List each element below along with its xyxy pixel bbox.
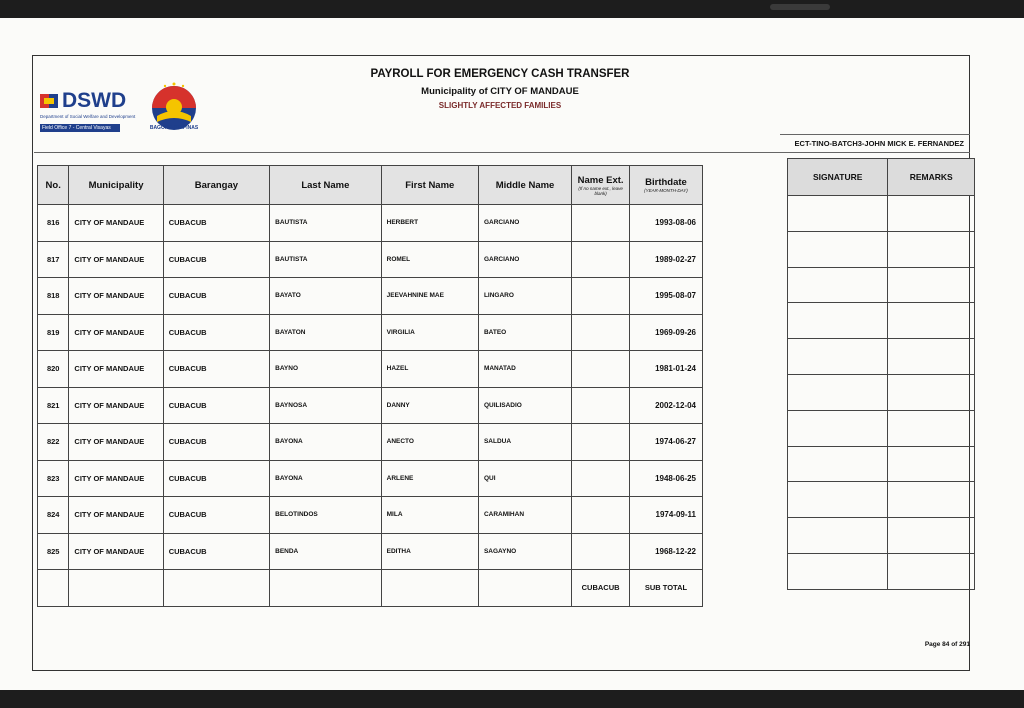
remarks-cell bbox=[888, 482, 975, 518]
table-row bbox=[38, 387, 703, 424]
viewer-handle[interactable] bbox=[770, 4, 830, 10]
signature-table bbox=[787, 158, 975, 590]
signature-row bbox=[788, 196, 975, 232]
cell-barangay: CUBACUB bbox=[163, 387, 269, 424]
municipality-heading: Municipality of CITY OF MANDAUE bbox=[421, 86, 579, 97]
cell-last-name: BAYATO bbox=[270, 278, 382, 315]
cell-first-name: MILA bbox=[381, 497, 478, 534]
signature-row bbox=[788, 231, 975, 267]
cell-empty bbox=[163, 570, 269, 607]
cell-middle-name: BATEO bbox=[478, 314, 571, 351]
cell-middle-name: SAGAYNO bbox=[478, 533, 571, 570]
cell-first-name: JEEVAHNINE MAE bbox=[381, 278, 478, 315]
remarks-cell bbox=[888, 196, 975, 232]
cell-no: 825 bbox=[38, 533, 69, 570]
table-row bbox=[38, 314, 703, 351]
table-row bbox=[38, 278, 703, 315]
cell-first-name: VIRGILIA bbox=[381, 314, 478, 351]
cell-no: 821 bbox=[38, 387, 69, 424]
cell-last-name: BELOTINDOS bbox=[270, 497, 382, 534]
payroll-table bbox=[37, 165, 703, 607]
dswd-emblem-icon bbox=[40, 92, 58, 110]
col-header-municipality: Municipality bbox=[69, 166, 163, 205]
cell-municipality: CITY OF MANDAUE bbox=[69, 424, 163, 461]
cell-barangay: CUBACUB bbox=[163, 533, 269, 570]
remarks-cell bbox=[888, 410, 975, 446]
cell-middle-name: QUILISADIO bbox=[478, 387, 571, 424]
table-row bbox=[38, 497, 703, 534]
cell-empty bbox=[381, 570, 478, 607]
cell-barangay: CUBACUB bbox=[163, 205, 269, 242]
col-header-signature: SIGNATURE bbox=[788, 159, 888, 196]
table-row bbox=[38, 351, 703, 388]
cell-first-name: HERBERT bbox=[381, 205, 478, 242]
remarks-cell bbox=[888, 518, 975, 554]
cell-no: 817 bbox=[38, 241, 69, 278]
signature-cell bbox=[788, 231, 888, 267]
cell-name-ext bbox=[572, 387, 630, 424]
cell-last-name: BAUTISTA bbox=[270, 205, 382, 242]
dswd-field-office: Field Office 7 - Central Visayas bbox=[40, 124, 120, 132]
signature-cell bbox=[788, 267, 888, 303]
subtotal-barangay: CUBACUB bbox=[572, 570, 630, 607]
cell-middle-name: CARAMIHAN bbox=[478, 497, 571, 534]
col-header-barangay: Barangay bbox=[163, 166, 269, 205]
viewer-bottom-bar bbox=[0, 690, 1024, 708]
cell-first-name: HAZEL bbox=[381, 351, 478, 388]
page-number: Page 84 of 291 bbox=[924, 641, 970, 648]
remarks-cell bbox=[888, 339, 975, 375]
cell-last-name: BENDA bbox=[270, 533, 382, 570]
cell-barangay: CUBACUB bbox=[163, 351, 269, 388]
cell-barangay: CUBACUB bbox=[163, 460, 269, 497]
cell-municipality: CITY OF MANDAUE bbox=[69, 460, 163, 497]
cell-birthdate: 2002-12-04 bbox=[629, 387, 702, 424]
cell-birthdate: 1974-06-27 bbox=[629, 424, 702, 461]
signature-row bbox=[788, 303, 975, 339]
cell-middle-name: LINGARO bbox=[478, 278, 571, 315]
table-row bbox=[38, 424, 703, 461]
bagong-pilipinas-label: BAGONG PILIPINAS bbox=[149, 125, 199, 131]
cell-birthdate: 1968-12-22 bbox=[629, 533, 702, 570]
name-ext-note: (If no name ext., leave blank) bbox=[578, 185, 623, 196]
signature-row bbox=[788, 339, 975, 375]
signature-row bbox=[788, 446, 975, 482]
cell-name-ext bbox=[572, 314, 630, 351]
cell-name-ext bbox=[572, 533, 630, 570]
remarks-cell bbox=[888, 553, 975, 589]
cell-municipality: CITY OF MANDAUE bbox=[69, 533, 163, 570]
col-header-remarks: REMARKS bbox=[888, 159, 975, 196]
remarks-cell bbox=[888, 303, 975, 339]
cell-barangay: CUBACUB bbox=[163, 314, 269, 351]
cell-empty bbox=[69, 570, 163, 607]
cell-middle-name: MANATAD bbox=[478, 351, 571, 388]
cell-birthdate: 1948-06-25 bbox=[629, 460, 702, 497]
cell-last-name: BAUTISTA bbox=[270, 241, 382, 278]
cell-last-name: BAYNO bbox=[270, 351, 382, 388]
cell-no: 820 bbox=[38, 351, 69, 388]
cell-no: 818 bbox=[38, 278, 69, 315]
remarks-cell bbox=[888, 267, 975, 303]
cell-birthdate: 1995-08-07 bbox=[629, 278, 702, 315]
signature-cell bbox=[788, 196, 888, 232]
cell-name-ext bbox=[572, 351, 630, 388]
cell-middle-name: GARCIANO bbox=[478, 241, 571, 278]
signature-cell bbox=[788, 553, 888, 589]
cell-middle-name: SALDUA bbox=[478, 424, 571, 461]
cell-middle-name: QUI bbox=[478, 460, 571, 497]
cell-first-name: ARLENE bbox=[381, 460, 478, 497]
category-subtitle: SLIGHTLY AFFECTED FAMILIES bbox=[438, 101, 562, 110]
cell-first-name: DANNY bbox=[381, 387, 478, 424]
cell-municipality: CITY OF MANDAUE bbox=[69, 278, 163, 315]
remarks-cell bbox=[888, 374, 975, 410]
signature-cell bbox=[788, 374, 888, 410]
table-row bbox=[38, 205, 703, 242]
subtotal-row bbox=[38, 570, 703, 607]
cell-barangay: CUBACUB bbox=[163, 241, 269, 278]
cell-no: 823 bbox=[38, 460, 69, 497]
cell-name-ext bbox=[572, 424, 630, 461]
cell-no: 816 bbox=[38, 205, 69, 242]
cell-municipality: CITY OF MANDAUE bbox=[69, 497, 163, 534]
cell-last-name: BAYONA bbox=[270, 424, 382, 461]
cell-first-name: ROMEL bbox=[381, 241, 478, 278]
cell-first-name: ANECTO bbox=[381, 424, 478, 461]
signature-row bbox=[788, 553, 975, 589]
cell-municipality: CITY OF MANDAUE bbox=[69, 314, 163, 351]
signature-cell bbox=[788, 410, 888, 446]
dswd-wordmark: DSWD bbox=[62, 89, 127, 112]
signature-cell bbox=[788, 303, 888, 339]
divider bbox=[780, 134, 970, 135]
cell-birthdate: 1974-09-11 bbox=[629, 497, 702, 534]
table-row bbox=[38, 460, 703, 497]
remarks-cell bbox=[888, 231, 975, 267]
col-header-middle-name: Middle Name bbox=[478, 166, 571, 205]
cell-municipality: CITY OF MANDAUE bbox=[69, 387, 163, 424]
signature-cell bbox=[788, 482, 888, 518]
cell-barangay: CUBACUB bbox=[163, 497, 269, 534]
name-ext-label: Name Ext. bbox=[577, 174, 624, 186]
cell-barangay: CUBACUB bbox=[163, 424, 269, 461]
cell-municipality: CITY OF MANDAUE bbox=[69, 205, 163, 242]
cell-barangay: CUBACUB bbox=[163, 278, 269, 315]
signature-row bbox=[788, 518, 975, 554]
cell-last-name: BAYONA bbox=[270, 460, 382, 497]
cell-last-name: BAYATON bbox=[270, 314, 382, 351]
col-header-last-name: Last Name bbox=[270, 166, 382, 205]
cell-no: 819 bbox=[38, 314, 69, 351]
cell-no: 824 bbox=[38, 497, 69, 534]
birthdate-label: Birthdate bbox=[645, 177, 687, 188]
subtotal-label: SUB TOTAL bbox=[629, 570, 702, 607]
cell-name-ext bbox=[572, 241, 630, 278]
col-header-no: No. bbox=[38, 166, 69, 205]
cell-birthdate: 1981-01-24 bbox=[629, 351, 702, 388]
table-row bbox=[38, 533, 703, 570]
signature-cell bbox=[788, 518, 888, 554]
cell-name-ext bbox=[572, 278, 630, 315]
remarks-cell bbox=[888, 446, 975, 482]
cell-municipality: CITY OF MANDAUE bbox=[69, 241, 163, 278]
cell-birthdate: 1989-02-27 bbox=[629, 241, 702, 278]
cell-birthdate: 1993-08-06 bbox=[629, 205, 702, 242]
cell-empty bbox=[478, 570, 571, 607]
signature-row bbox=[788, 267, 975, 303]
signature-cell bbox=[788, 339, 888, 375]
cell-birthdate: 1969-09-26 bbox=[629, 314, 702, 351]
signature-row bbox=[788, 482, 975, 518]
signature-cell bbox=[788, 446, 888, 482]
cell-municipality: CITY OF MANDAUE bbox=[69, 351, 163, 388]
cell-last-name: BAYNOSA bbox=[270, 387, 382, 424]
signature-row bbox=[788, 410, 975, 446]
cell-middle-name: GARCIANO bbox=[478, 205, 571, 242]
signature-row bbox=[788, 374, 975, 410]
divider bbox=[34, 152, 970, 153]
viewer-top-bar bbox=[0, 0, 1024, 18]
col-header-first-name: First Name bbox=[381, 166, 478, 205]
cell-empty bbox=[38, 570, 69, 607]
col-header-birthdate bbox=[629, 166, 702, 205]
cell-empty bbox=[270, 570, 382, 607]
col-header-name-ext bbox=[572, 166, 630, 205]
birthdate-note: (YEAR-MONTH-DAY) bbox=[644, 188, 688, 193]
table-row bbox=[38, 241, 703, 278]
cell-first-name: EDITHA bbox=[381, 533, 478, 570]
batch-label: ECT-TINO-BATCH3-JOHN MICK E. FERNANDEZ bbox=[794, 139, 964, 148]
table-header-row bbox=[788, 159, 975, 196]
cell-name-ext bbox=[572, 205, 630, 242]
document-title: PAYROLL FOR EMERGENCY CASH TRANSFER bbox=[370, 68, 630, 80]
cell-no: 822 bbox=[38, 424, 69, 461]
dswd-department: Department of Social Welfare and Development bbox=[40, 114, 136, 119]
cell-name-ext bbox=[572, 497, 630, 534]
table-header-row bbox=[38, 166, 703, 205]
cell-name-ext bbox=[572, 460, 630, 497]
